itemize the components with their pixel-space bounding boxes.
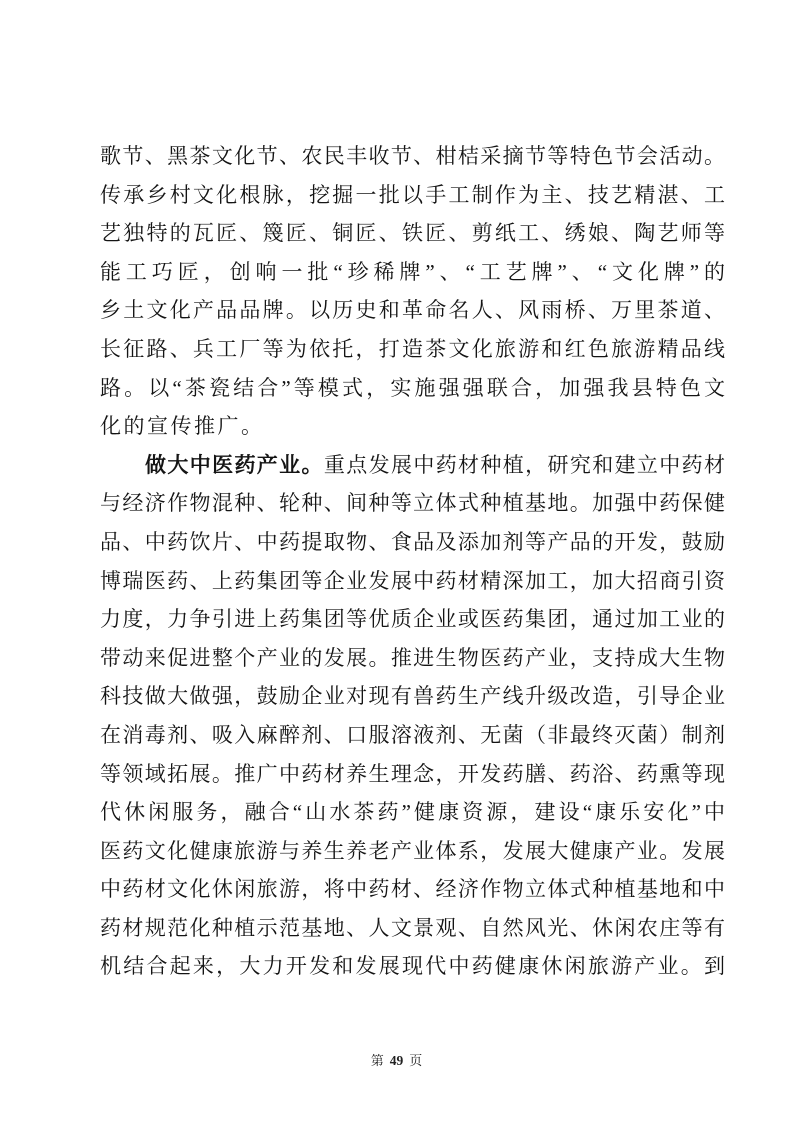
text-line-14 — [100, 639, 725, 678]
line-text: 机结合起来，大力开发和发展现代中药健康休闲旅游产业。到 — [100, 954, 725, 979]
line-text: 传承乡村文化根脉，挖掘一批以手工制作为主、技艺精湛、工 — [100, 182, 725, 207]
line-text: 品、中药饮片、中药提取物、食品及添加剂等产品的开发，鼓励 — [100, 529, 725, 554]
text-line-16 — [100, 716, 725, 755]
text-line-7 — [100, 369, 725, 408]
text-line-21 — [100, 909, 725, 948]
text-line-12 — [100, 562, 725, 601]
text-line-13 — [100, 600, 725, 639]
text-line-1 — [100, 137, 725, 176]
line-text: 代休闲服务，融合“山水茶药”健康资源，建设“康乐安化”中 — [100, 800, 725, 825]
text-line-11 — [100, 523, 725, 562]
line-text: 歌节、黑茶文化节、农民丰收节、柑桔采摘节等特色节会活动。 — [100, 144, 725, 168]
text-line-22 — [100, 947, 725, 986]
line-text: 博瑞医药、上药集团等企业发展中药材精深加工，加大招商引资 — [100, 568, 725, 593]
line-text: 力度，力争引进上药集团等优质企业或医药集团，通过加工业的 — [100, 607, 725, 632]
text-line-4 — [100, 253, 725, 292]
line-text: 化的宣传推广。 — [100, 414, 265, 439]
document-body-text — [100, 137, 725, 986]
line-text: 在消毒剂、吸入麻醉剂、口服溶液剂、无菌（非最终灭菌）制剂 — [100, 722, 725, 747]
text-line-10 — [100, 484, 725, 523]
text-line-9 — [100, 446, 725, 485]
line-text: 与经济作物混种、轮种、间种等立体式种植基地。加强中药保健 — [100, 491, 725, 516]
line-text: 科技做大做强，鼓励企业对现有兽药生产线升级改造，引导企业 — [100, 684, 725, 709]
page-number: 49 — [389, 1053, 404, 1068]
line-text: 路。以“茶瓷结合”等模式，实施强强联合，加强我县特色文 — [100, 375, 725, 400]
line-text: 医药文化健康旅游与养生养老产业体系，发展大健康产业。发展 — [100, 838, 725, 863]
line-text: 等领域拓展。推广中药材养生理念，开发药膳、药浴、药熏等现 — [100, 761, 725, 786]
text-line-20 — [100, 870, 725, 909]
text-line-15 — [100, 677, 725, 716]
text-line-18 — [100, 793, 725, 832]
line-text: 重点发展中药材种植，研究和建立中药材 — [323, 452, 726, 477]
text-line-19 — [100, 832, 725, 871]
text-line-5 — [100, 291, 725, 330]
line-text: 乡土文化产品品牌。以历史和革命名人、风雨桥、万里茶道、 — [100, 298, 725, 323]
footer-page-prefix: 第 — [370, 1053, 384, 1068]
line-text: 艺独特的瓦匠、篾匠、铜匠、铁匠、剪纸工、绣娘、陶艺师等 — [100, 221, 725, 246]
text-line-6 — [100, 330, 725, 369]
line-text: 药材规范化种植示范基地、人文景观、自然风光、休闲农庄等有 — [100, 915, 725, 940]
page-footer — [0, 1050, 793, 1069]
text-line-8 — [100, 407, 725, 446]
line-text: 长征路、兵工厂等为依托，打造茶文化旅游和红色旅游精品线 — [100, 336, 725, 361]
line-text: 能工巧匠，创响一批“珍稀牌”、“工艺牌”、“文化牌”的 — [100, 259, 725, 284]
line-text: 带动来促进整个产业的发展。推进生物医药产业，支持成大生物 — [100, 645, 725, 670]
paragraph-lead-bold: 做大中医药产业。 — [145, 452, 324, 477]
text-line-3 — [100, 214, 725, 253]
text-line-2 — [100, 176, 725, 215]
line-text: 中药材文化休闲旅游，将中药材、经济作物立体式种植基地和中 — [100, 877, 725, 902]
footer-page-suffix: 页 — [409, 1053, 423, 1068]
text-line-17 — [100, 755, 725, 794]
